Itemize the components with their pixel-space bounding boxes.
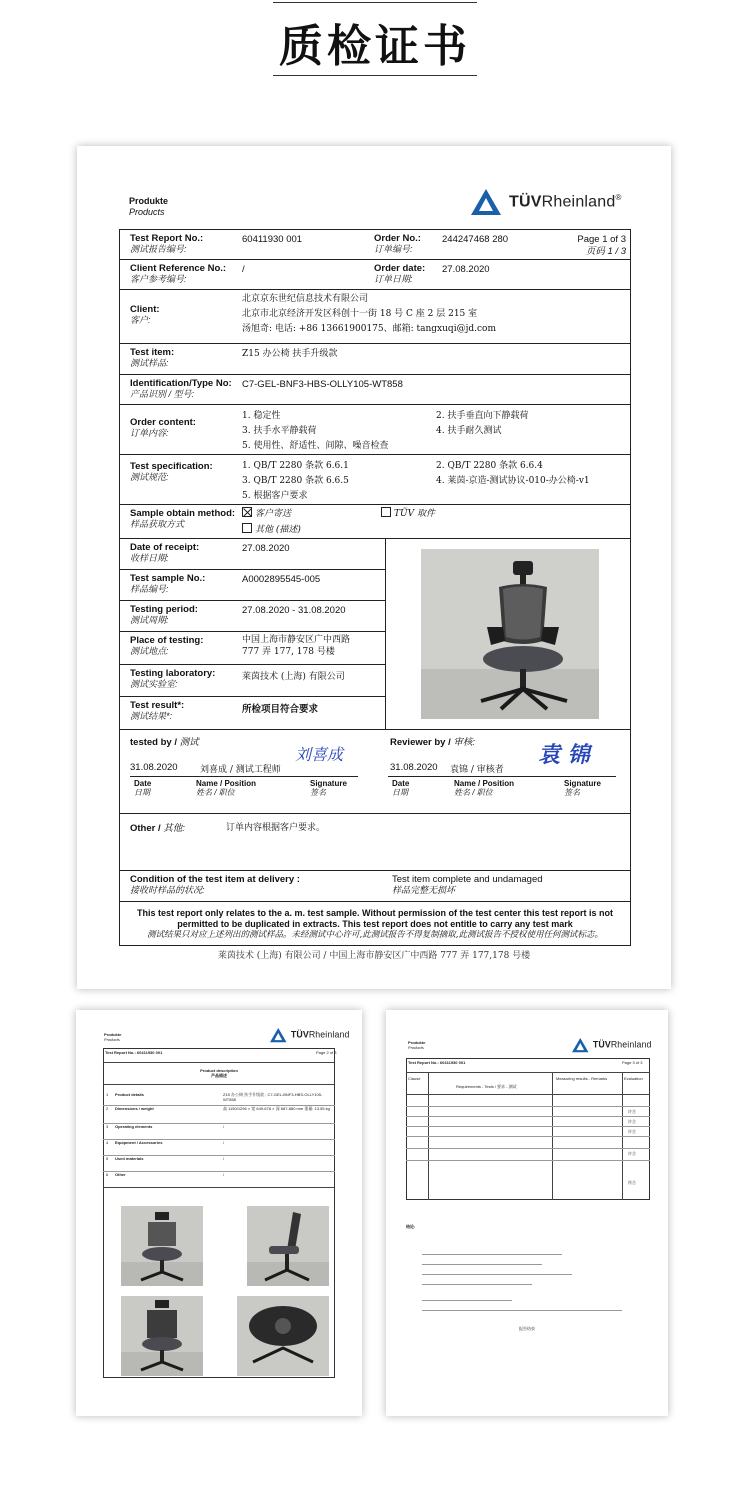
- tuv-triangle-icon: [270, 1028, 287, 1042]
- sample-info-block: [120, 539, 630, 730]
- certificate-page-1: [77, 146, 671, 989]
- tester-name: 刘喜成 / 测试工程师: [200, 765, 281, 775]
- table-row: 4 Equipment / Accessories /: [103, 1140, 335, 1156]
- row-period: Testing period: 测试周期: 27.08.2020 - 31.08.2020: [120, 601, 385, 632]
- tuv-logo-small: TÜVRheinland: [270, 1028, 349, 1042]
- chair-back-photo: [121, 1296, 203, 1376]
- client-address: 北京市北京经济开发区科创十一街 18 号 C 座 2 层 215 室: [242, 309, 478, 319]
- row-other: Other / 其他: 订单内容根据客户要求。: [120, 814, 630, 871]
- identification: C7-GEL-BNF3-HBS-OLLY105-WT858: [242, 379, 403, 390]
- header-top-rule: [273, 2, 477, 3]
- row-condition: Condition of the test item at delivery : 接收时样品的状况: Test item complete and undamaged 样品完整无损坏: [120, 871, 630, 902]
- header-bottom-rule: [273, 75, 477, 76]
- product-description-table: [103, 1092, 335, 1188]
- table-row: 1 Product details Z15 办公椅 扶手升级款 , C7-GEL-BNF3-HBS-OLLY105-WT858: [103, 1092, 335, 1106]
- testing-lab: 莱茵技术 (上海) 有限公司: [242, 672, 345, 682]
- disclaimer: This test report only relates to the a. m. test sample. Without permission of the test center this test report is not permitted to be duplicated in extracts. This test report does not entitle to carry any test mark 测试结果只对应上述列出的测试样品。未经测试中心许可,此测试报告不得复制摘取,此测试报告不授权使用任何测试标志。: [136, 908, 613, 940]
- chair-underside-photo: [237, 1296, 329, 1376]
- client-contact: 汤旭奇: 电话: +86 13661900175、邮箱: tangxuqi@jd.com: [242, 324, 496, 334]
- row-test-report: Test Report No.: 测试报告编号: 60411930 001 Order No.: 订单编号: 244247468 280 Page 1 of 3 页码 1 / 3: [120, 230, 630, 260]
- reviewer-name: 袁锦 / 审核者: [450, 765, 504, 775]
- page-number: Page 1 of 3: [577, 234, 626, 245]
- row-client-ref: Client Reference No.: 客户参考编号: / Order date: 订单日期: 27.08.2020: [120, 260, 630, 290]
- condition-value: Test item complete and undamaged: [392, 874, 543, 885]
- row-sample-no: Test sample No.: 样品编号: A0002895545-005: [120, 570, 385, 601]
- reviewer-signature: 袁 锦: [538, 742, 590, 768]
- sample-option-client[interactable]: 客户寄送: [242, 506, 622, 522]
- order-date: 27.08.2020: [442, 264, 490, 275]
- page-header: [0, 0, 750, 95]
- row-lab: Testing laboratory: 测试实验室: 莱茵技术 (上海) 有限公司: [120, 665, 385, 697]
- row-place: Place of testing: 测试地点: 中国上海市静安区广中西路 777 弄 177, 178 号楼: [120, 632, 385, 665]
- chair-front-photo: [121, 1206, 203, 1286]
- page-title: 质检证书: [279, 21, 471, 72]
- testing-period: 27.08.2020 - 31.08.2020: [242, 605, 346, 616]
- certificate-page-3: Produkte Products TÜVRheinland Test Report No.: 60411930 001 Page 3 of 3 Clause Requirements - Tests / 要求 - 测试 Measuring results - Remarks Evaluation 许合 许合 许合 许合 符合 结论: 报告结束: [386, 1010, 668, 1416]
- table-row: 2 Dimensions / weight 高 1150/1296 × 宽 649-678 × 深 687-880 mm 重量: 13.55 kg: [103, 1106, 335, 1124]
- checkbox-icon: [381, 507, 391, 517]
- signature-block: tested by / 测试 Reviewer by / 审核: 刘喜成 袁 锦 31.08.2020 刘喜成 / 测试工程师 31.08.2020 袁锦 / 审核者 Date 日期 Name / Position 姓名 / 职位 Signature 签名 Date 日期 Name / Position 姓名 / 职位 Signature 签名: [120, 730, 630, 814]
- sample-option-tuv[interactable]: TÜV 取件: [381, 506, 435, 522]
- receipt-date: 27.08.2020: [242, 543, 290, 554]
- row-order-content: Order content: 订单内容: 1. 稳定性 3. 扶手水平静载荷 5. 使用性、舒适性、间隙、噪音检查 2. 扶手垂直向下静载荷 4. 扶手耐久测试: [120, 405, 630, 455]
- row-test-item: Test item: 测试样品: Z15 办公椅 扶手升级款: [120, 344, 630, 375]
- tested-date: 31.08.2020: [130, 762, 178, 773]
- row-client: Client: 客户: 北京京东世纪信息技术有限公司 北京市北京经济开发区科创十一街 18 号 C 座 2 层 215 室 汤旭奇: 电话: +86 13661900175、邮箱: tangxuqi@jd.com: [120, 290, 630, 344]
- test-item: Z15 办公椅 扶手升级款: [242, 349, 338, 359]
- tuv-logo: TÜVRheinland®: [471, 189, 622, 215]
- tuv-triangle-icon: [572, 1038, 589, 1052]
- table-row: 5 Used materials /: [103, 1156, 335, 1172]
- client-ref: /: [242, 264, 245, 275]
- row-receipt: Date of receipt: 收样日期: 27.08.2020: [120, 539, 385, 570]
- chair-photo: [421, 549, 599, 719]
- page-footer: 莱茵技术 (上海) 有限公司 / 中国上海市静安区广中西路 777 弄 177,178 号楼: [217, 951, 531, 961]
- order-no: 244247468 280: [442, 234, 509, 245]
- products-label: Produkte Products: [129, 196, 169, 217]
- row-result: Test result*: 测试结果*: 所检项目符合要求: [120, 697, 385, 730]
- other-note: 订单内容根据客户要求。: [226, 823, 326, 833]
- sample-option-other[interactable]: 其他 (描述): [242, 522, 622, 538]
- row-sample-obtain: Sample obtain method: 样品获取方式 客户寄送 其他 (描述) TÜV 取件: [120, 505, 630, 539]
- certificate-page-2: Produkte Products TÜVRheinland Test Report No.: 60411930 001 Page 2 of 3 Product description 产品描述 1 Product details Z15 办公椅 扶手升级款 , C7-GEL-BNF3-HBS-OLLY105-WT858 2 Dimensions / weight 高 1150/1296 × 宽 649-678 × 深 687-880 mm 重量: 13.55 kg 3 Operating elements / 4 Equipment / Accessories / 5 Used materials / 6 Other /: [76, 1010, 362, 1416]
- checkbox-checked-icon: [242, 507, 252, 517]
- report-form: [119, 229, 631, 946]
- test-result: 所检项目符合要求: [242, 704, 319, 715]
- reviewer-date: 31.08.2020: [390, 762, 438, 773]
- tuv-logo-small: TÜVRheinland: [572, 1038, 651, 1052]
- chair-side-photo: [247, 1206, 329, 1286]
- tuv-triangle-icon: [471, 189, 501, 215]
- row-test-spec: Test specification: 测试规范: 1. QB/T 2280 条款 6.6.1 3. QB/T 2280 条款 6.6.5 5. 根据客户要求 2. QB/T 2280 条款 6.6.4 4. 莱茵-京造-测试协议-010-办公椅-v1: [120, 455, 630, 505]
- tester-signature: 刘喜成: [295, 745, 344, 764]
- test-report-no: 60411930 001: [242, 234, 303, 245]
- office-chair-icon: [421, 549, 599, 719]
- sample-no: A0002895545-005: [242, 574, 321, 585]
- client-name: 北京京东世纪信息技术有限公司: [242, 294, 369, 304]
- checkbox-icon: [242, 523, 252, 533]
- row-identification: Identification/Type No: 产品识别 / 型号: C7-GEL-BNF3-HBS-OLLY105-WT858: [120, 375, 630, 405]
- table-row: 6 Other /: [103, 1172, 335, 1188]
- table-row: 3 Operating elements /: [103, 1124, 335, 1140]
